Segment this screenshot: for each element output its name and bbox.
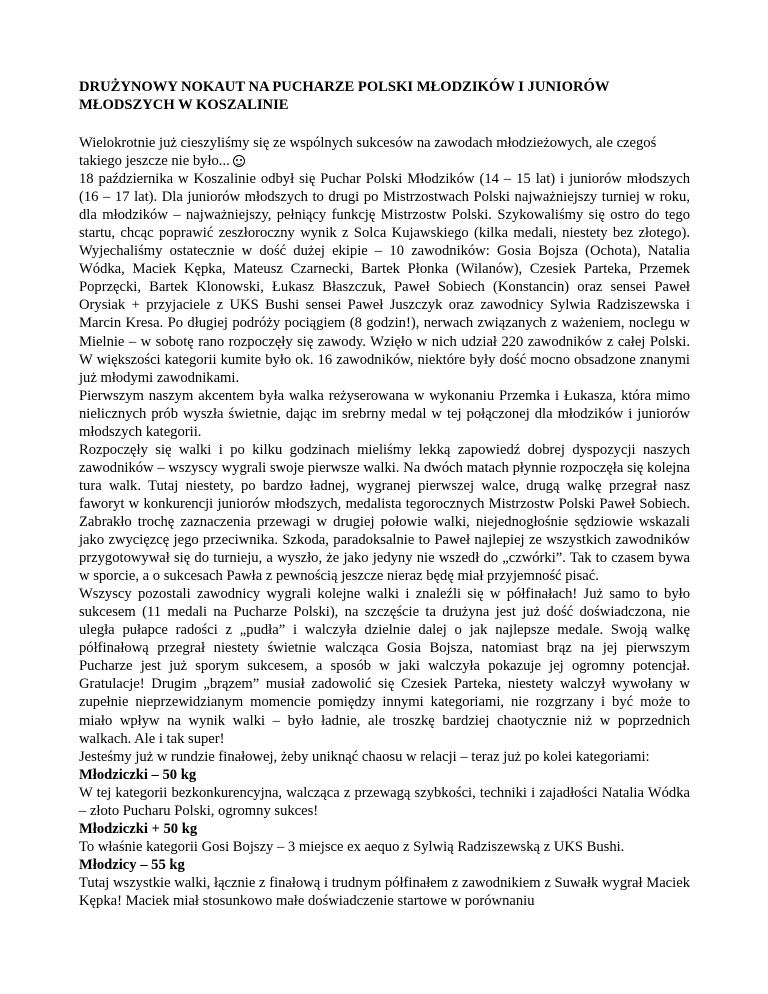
paragraph: Rozpoczęły się walki i po kilku godzinach mieliśmy lekką zapowiedź dobrej dyspozycji naszych zawodników – wszyscy wygrali swoje pierwsze walki. Na dwóch matach płynnie rozpoczęła się kolejna tura walk. Tutaj niestety, po bardzo ładnej, wygranej pierwszej walce, drugą walkę przegrał nasz faworyt w konkurencji juniorów młodszych, medalista tegorocznych Mistrzostw Polski Paweł Sobiech. Zabrakło trochę zaznaczenia przewagi w drugiej połowie walki, niejednogłośnie sędziowie wskazali jako zwycięzcę jego przeciwnika. Szkoda, paradoksalnie to Paweł najlepiej ze wszystkich zawodników przygotowywał się do turnieju, a wyszło, że jako jedyny nie wszedł do „czwórki”. Tak to czasem bywa w sporcie, a o sukcesach Pawła z pewnością jeszcze nieraz będę miał przyjemność pisać. [79,441,690,585]
paragraph: 18 października w Koszalinie odbył się Puchar Polski Młodzików (14 – 15 lat) i juniorów młodszych (16 – 17 lat). Dla juniorów młodszych to drugi po Mistrzostwach Polski najważniejszy turniej w roku, dla młodzików – najważniejszy, pełniący funkcję Mistrzostw Polski. Szykowaliśmy się ostro do tego startu, chcąc poprawić zeszłoroczny wynik z Solca Kujawskiego (kilka medali, niestety bez złotego). Wyjechaliśmy ostatecznie w dość dużej ekipie – 10 zawodników: Gosia Bojsza (Ochota), Natalia Wódka, Maciek Kępka, Mateusz Czarnecki, Bartek Płonka (Wilanów), Czesiek Parteka, Przemek Poprzęcki, Bartek Klonowski, Łukasz Błaszczuk, Paweł Sobiech (Konstancin) oraz sensei Paweł Orysiak + przyjaciele z UKS Bushi sensei Paweł Juszczyk oraz zawodnicy Sylwia Radziszewska i Marcin Kresa. Po długiej podróży pociągiem (8 godzin!), nerwach związanych z ważeniem, noclegu w Mielnie – w sobotę rano rozpoczęły się zawody. Wzięło w nich udział 220 zawodników z całej Polski. W większości kategorii kumite było ok. 16 zawodników, niektóre były dość mocno obsadzone znanymi już młodymi zawodnikami. [79,171,690,386]
category-text: W tej kategorii bezkonkurencyjna, walcząca z przewagą szybkości, techniki i zajadłości Natalia Wódka – złoto Pucharu Polski, ogromny sukces! [79,784,690,819]
category-heading: Młodzicy – 55 kg [79,856,185,873]
category-heading: Młodziczki + 50 kg [79,820,198,837]
document-title: DRUŻYNOWY NOKAUT NA PUCHARZE POLSKI MŁODZIKÓW I JUNIORÓW MŁODSZYCH W KOSZALINIE [79,79,610,113]
category-text: To właśnie kategorii Gosi Bojszy – 3 miejsce ex aequo z Sylwią Radziszewską z UKS Bushi. [79,838,625,855]
intro-text: Wielokrotnie już cieszyliśmy się ze wspólnych sukcesów na zawodach młodzieżowych, ale czegoś takiego jeszcze nie było... [79,135,657,170]
paragraph: Jesteśmy już w rundzie finałowej, żeby uniknąć chaosu w relacji – teraz już po kolei kategoriami: [79,748,650,765]
category-text: Tutaj wszystkie walki, łącznie z finałową i trudnym półfinałem z zawodnikiem z Suwałk wygrał Maciek Kępka! Maciek miał stosunkowo małe doświadczenie startowe w porównaniu [79,874,690,909]
smiley-face-icon [233,155,245,167]
paragraph: Pierwszym naszym akcentem była walka reżyserowana w wykonaniu Przemka i Łukasza, która mimo nielicznych prób wyszła świetnie, dając im srebrny medal w tej połączonej dla młodzików i juniorów młodszych kategorii. [79,387,690,440]
article-body [79,134,690,910]
category-heading: Młodziczki – 50 kg [79,766,197,783]
intro-paragraph [79,134,690,170]
paragraph: Wszyscy pozostali zawodnicy wygrali kolejne walki i znaleźli się w półfinałach! Już samo to było sukcesem (11 medali na Pucharze Polski), na szczęście ta drużyna jest już dość doświadczona, nie uległa pułapce radości z „pudła” i walczyła dzielnie dalej o jak najlepsze medale. Swoją walkę półfinałową przegrał niestety świetnie walcząca Gosia Bojsza, natomiast brąz na jej pierwszym Pucharze jest już sporym sukcesem, a sposób w jaki walczyła pokazuje jej ogromny potencjał. Gratulacje! Drugim „brązem” musiał zadowolić się Czesiek Parteka, niestety walczył wywołany w zupełnie nieprzewidzianym momencie pomiędzy innymi kategoriami, nie rozgrzany i być może to miało wpływ na wynik walki – było ładnie, ale troszkę bardziej chaotycznie niż w poprzednich walkach. Ale i tak super! [79,586,690,747]
